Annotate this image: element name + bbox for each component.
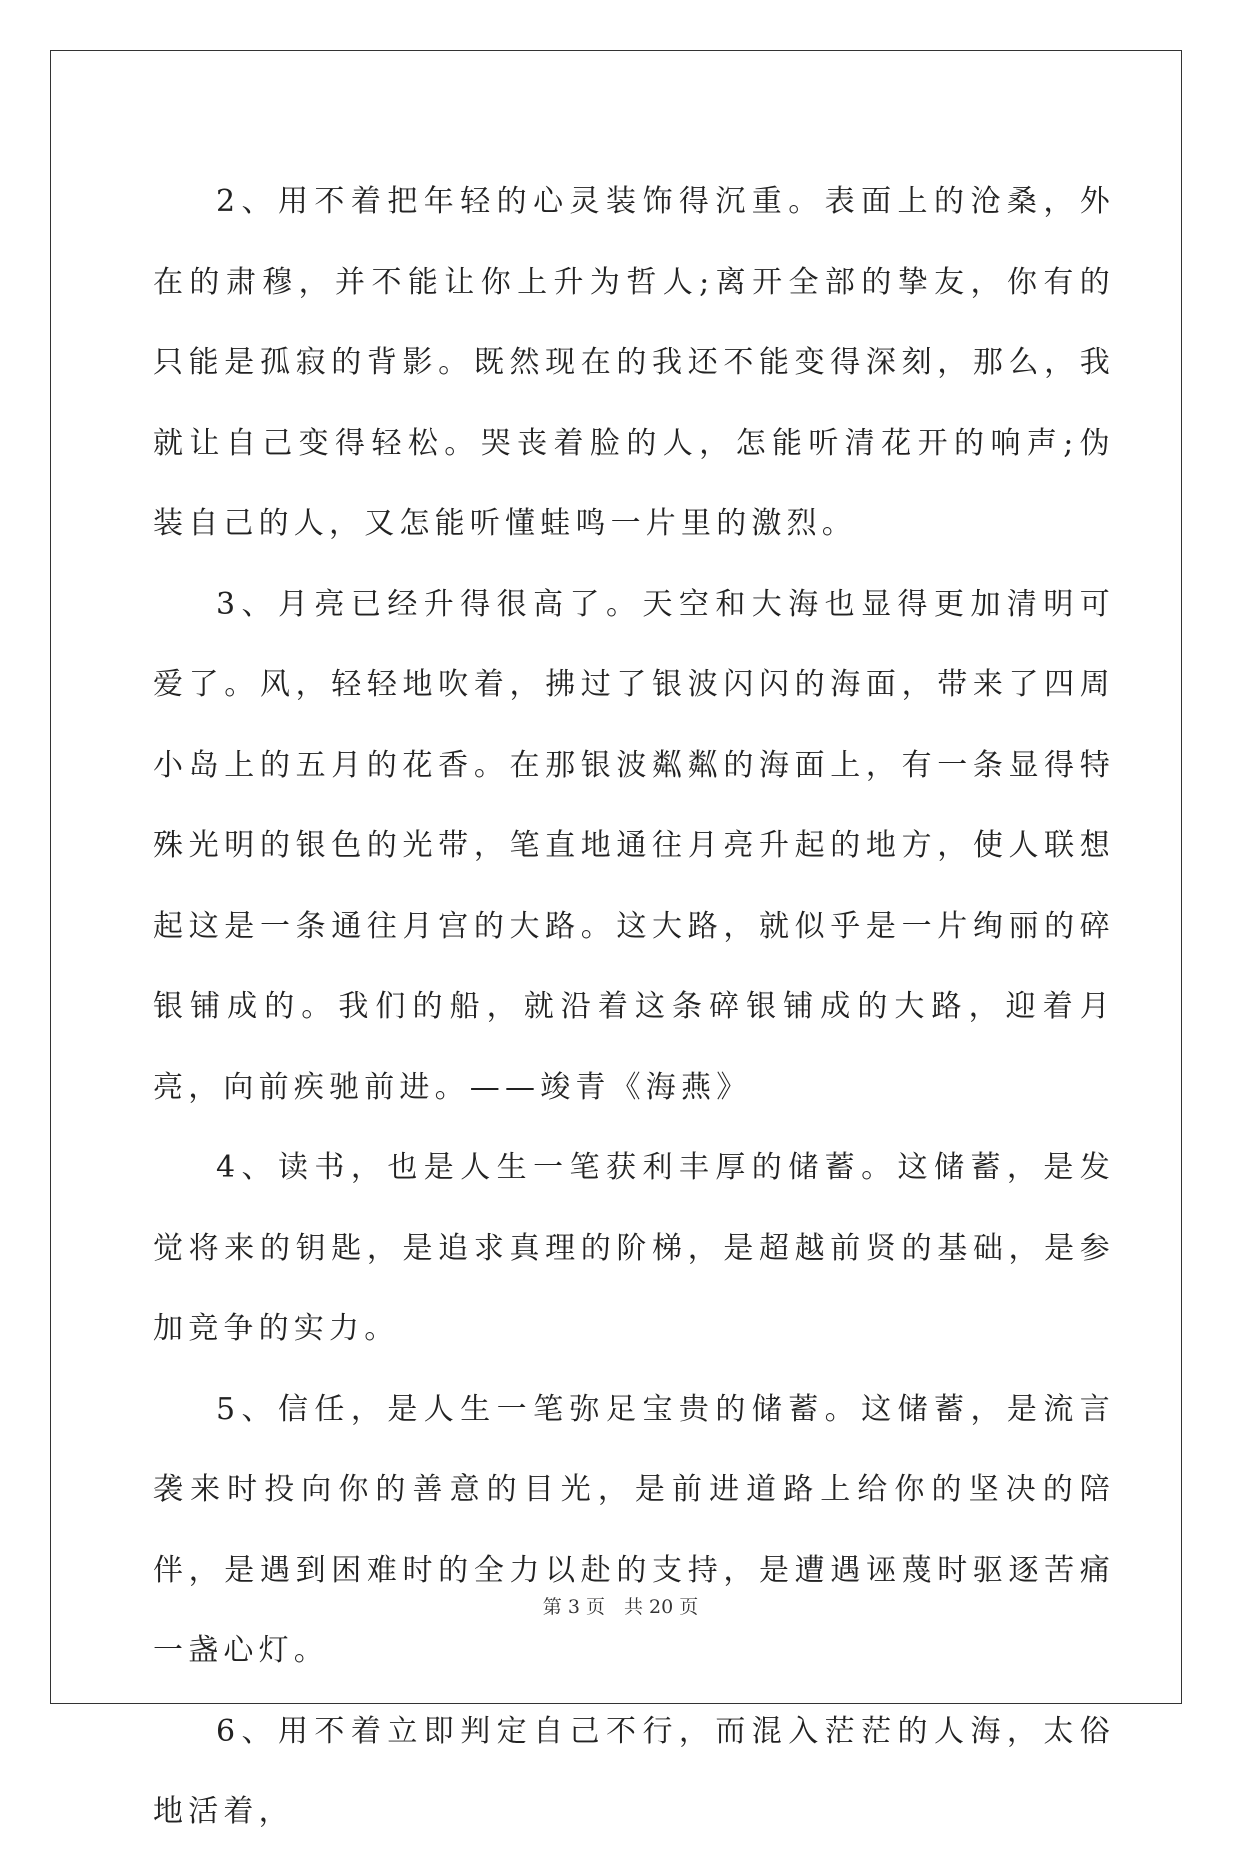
paragraph-5: 5、信任，是人生一笔弥足宝贵的储蓄。这储蓄，是流言袭来时投向你的善意的目光，是前进道路上给你的坚决的陪伴，是遇到困难时的全力以赴的支持，是遭遇诬蔑时驱逐苦痛一盏心灯。 bbox=[153, 1391, 1115, 1668]
paragraph-3: 3、月亮已经升得很高了。天空和大海也显得更加清明可爱了。风，轻轻地吹着，拂过了银波闪闪的海面，带来了四周小岛上的五月的花香。在那银波粼粼的海面上，有一条显得特殊光明的银色的光带，笔直地通往月亮升起的地方，使人联想起这是一条通往月宫的大路。这大路，就似乎是一片绚丽的碎银铺成的。我们的船，就沿着这条碎银铺成的大路，迎着月亮，向前疾驰前进。——竣青《海燕》 bbox=[153, 586, 1115, 1105]
paragraph-6: 6、用不着立即判定自己不行，而混入茫茫的人海，太俗地活着， bbox=[153, 1713, 1115, 1829]
paragraph-4: 4、读书，也是人生一笔获利丰厚的储蓄。这储蓄，是发觉将来的钥匙，是追求真理的阶梯，是超越前贤的基础，是参加竞争的实力。 bbox=[153, 1150, 1115, 1346]
page-number-footer: 第 3 页 共 20 页 bbox=[542, 1596, 699, 1618]
paragraph-2: 2、用不着把年轻的心灵装饰得沉重。表面上的沧桑，外在的肃穆，并不能让你上升为哲人;离开全部的挚友，你有的只能是孤寂的背影。既然现在的我还不能变得深刻，那么，我就让自己变得轻松。哭丧着脸的人，怎能听清花开的响声;伪装自己的人，又怎能听懂蛙鸣一片里的激烈。 bbox=[153, 184, 1115, 541]
